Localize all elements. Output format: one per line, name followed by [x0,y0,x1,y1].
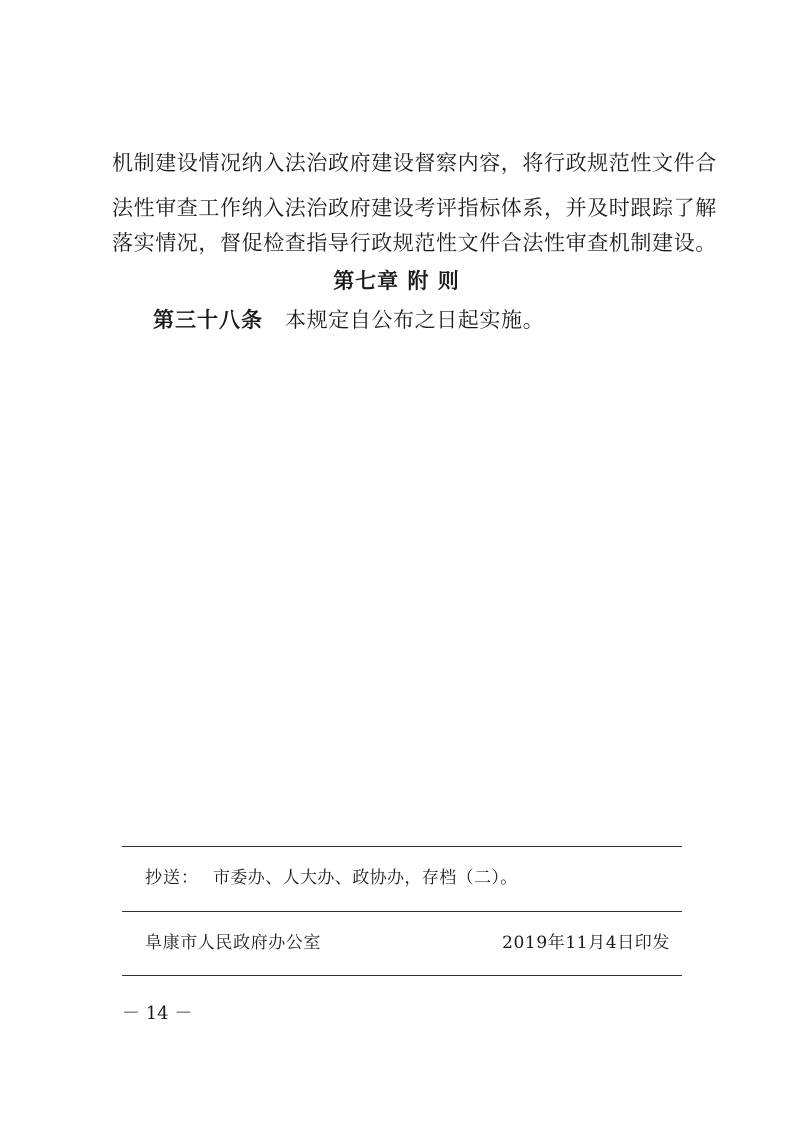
article-number: 第三十八条 [153,307,263,332]
divider-line [122,975,682,976]
page-number: － 14 － [122,1003,193,1024]
issuing-office: 阜康市人民政府办公室 [145,933,321,953]
paragraph-line: 法性审查工作纳入法治政府建设考评指标体系，并及时跟踪了解 [112,196,717,220]
chapter-heading: 第七章 附 则 [333,268,460,293]
issue-date: 2019年11月4日印发 [502,933,670,953]
article-text: 本规定自公布之日起实施。 [285,308,545,332]
cc-list: 市委办、人大办、政协办，存档（二）。 [213,868,518,888]
paragraph-line: 机制建设情况纳入法治政府建设督察内容，将行政规范性文件合 [112,151,717,175]
divider-line [122,911,682,912]
cc-line [145,864,518,892]
divider-line [122,846,682,847]
paragraph-line: 落实情况，督促检查指导行政规范性文件合法性审查机制建设。 [112,231,717,255]
cc-label: 抄送： [145,868,199,888]
article [153,304,544,336]
